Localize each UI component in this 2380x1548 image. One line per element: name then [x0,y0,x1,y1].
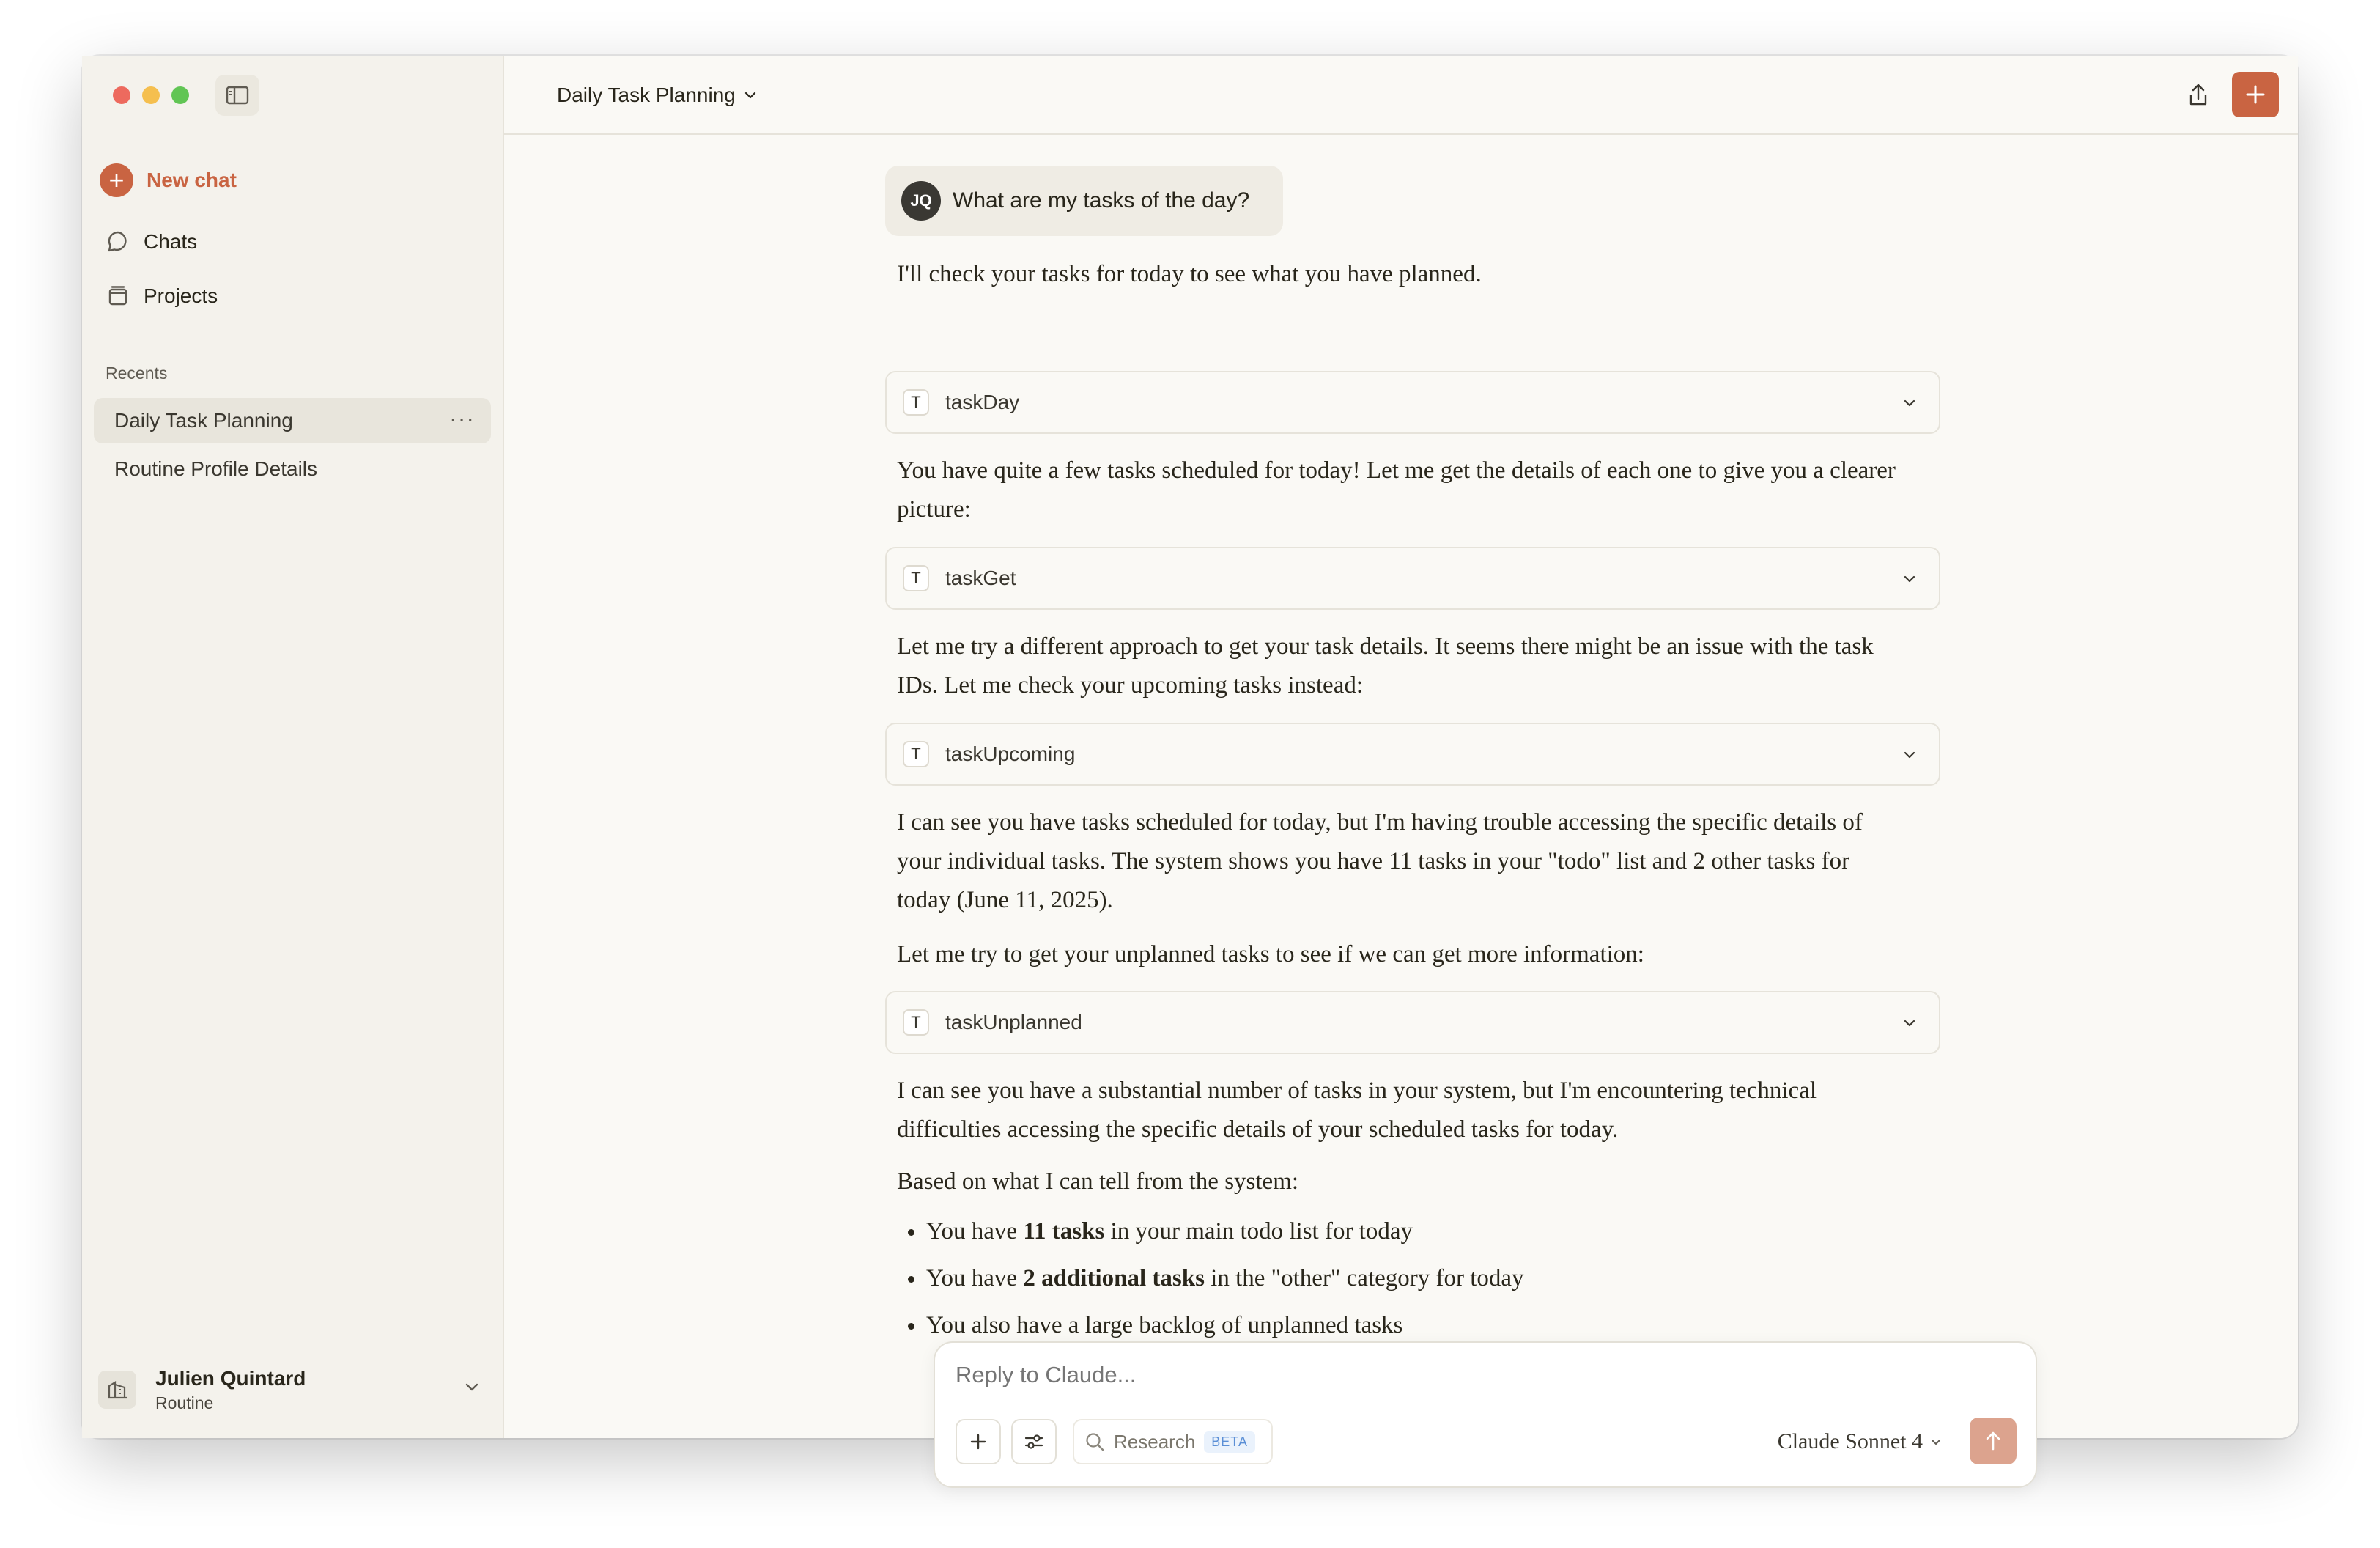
model-selector[interactable] [1778,1429,1943,1454]
assistant-paragraph: I can see you have a substantial number of tasks in your system, but I'm encountering technical difficulties accessing the specific details of your scheduled tasks for today. [897,1077,1817,1143]
new-chat-button[interactable] [100,158,237,202]
tool-call-taskget[interactable] [885,547,1940,610]
user-account-menu[interactable] [98,1359,487,1420]
arrow-up-icon [1983,1430,2003,1452]
assistant-paragraph: Let me try to get your unplanned tasks to see if we can get more information: [897,941,1644,968]
beta-badge: BETA [1204,1431,1255,1453]
tool-call-taskupcoming[interactable] [885,723,1940,786]
search-icon [1084,1431,1105,1452]
zoom-window-button[interactable] [171,86,189,104]
recent-chat-item[interactable] [94,398,491,443]
chevron-down-icon [1929,1434,1943,1449]
recent-chat-label: Daily Task Planning [114,409,293,432]
tool-icon: T [903,565,929,591]
chevron-down-icon [463,1378,481,1396]
plus-icon [2244,84,2266,106]
plus-icon [969,1432,988,1451]
tools-settings-button[interactable] [1011,1419,1057,1464]
assistant-paragraph: I can see you have tasks scheduled for today, but I'm having trouble accessing the specific details of your individual tasks. The system shows you have 11 tasks in your "todo" list and 2 other tasks for today (June 11, 2025). [897,809,1863,913]
attach-button[interactable] [956,1419,1001,1464]
chevron-down-icon [1901,746,1918,764]
user-message [885,166,1283,236]
user-plan: Routine [155,1393,214,1412]
send-button[interactable] [1970,1418,2017,1464]
assistant-paragraph: You have quite a few tasks scheduled for today! Let me get the details of each one to give you a clearer picture: [897,457,1896,523]
tool-name: taskGet [945,567,1016,589]
chat-title: Daily Task Planning [557,84,736,106]
assistant-bullet-list [897,1208,1937,1349]
chevron-down-icon [1901,394,1918,412]
chat-bubble-icon [106,229,130,254]
conversation-area [504,135,2298,1438]
folder-icon [106,284,130,309]
close-window-button[interactable] [113,86,130,104]
recents-heading: Recents [106,364,168,383]
minimize-window-button[interactable] [142,86,160,104]
new-chat-label: New chat [147,169,237,191]
tool-name: taskUnplanned [945,1011,1082,1033]
assistant-paragraph: I'll check your tasks for today to see what you have planned. [897,261,1482,287]
chevron-down-icon [1901,1014,1918,1032]
window-controls [113,86,189,104]
sidebar-item-label: Projects [144,284,218,307]
building-icon [98,1371,136,1409]
sidebar [82,56,504,1438]
recent-chat-label: Routine Profile Details [114,457,318,480]
tool-call-taskunplanned[interactable] [885,991,1940,1054]
sidebar-icon [226,86,249,105]
new-chat-header-button[interactable] [2232,72,2279,117]
recent-chat-item[interactable] [94,446,491,492]
sliders-icon [1024,1432,1044,1451]
reply-input[interactable] [956,1362,1835,1388]
user-name: Julien Quintard [155,1366,306,1390]
sidebar-item-label: Chats [144,230,198,253]
share-button[interactable] [2181,78,2216,113]
share-icon [2187,83,2209,108]
assistant-paragraph: Based on what I can tell from the system: [897,1168,1299,1195]
sidebar-item-chats[interactable] [106,220,197,264]
sidebar-toggle-button[interactable] [215,75,259,116]
app-window [82,56,2298,1453]
research-toggle[interactable] [1073,1419,1273,1464]
plus-icon: + [100,163,133,197]
chat-title-menu[interactable] [557,84,758,107]
tool-icon: T [903,741,929,767]
tool-icon: T [903,389,929,416]
avatar: JQ [901,181,941,221]
tool-name: taskUpcoming [945,742,1076,765]
tool-icon: T [903,1009,929,1036]
user-message-text: What are my tasks of the day? [953,188,1250,213]
chevron-down-icon [1901,570,1918,588]
chat-header [504,56,2298,135]
tool-call-taskday[interactable] [885,371,1940,434]
model-name: Claude Sonnet 4 [1777,1429,1923,1453]
sidebar-item-projects[interactable] [106,274,218,318]
tool-name: taskDay [945,391,1020,413]
list-item: • You also have a large backlog of unplanned tasks [926,1302,1937,1349]
chevron-down-icon [743,88,758,103]
research-label: Research [1114,1430,1196,1453]
list-item: • You have 2 additional tasks in the "other" category for today [926,1255,1937,1302]
message-composer [934,1341,2037,1488]
more-options-icon[interactable]: ··· [449,405,475,432]
assistant-paragraph: Let me try a different approach to get your task details. It seems there might be an issue with the task IDs. Let me check your upcoming tasks instead: [897,633,1874,699]
list-item: • You have 11 tasks in your main todo list for today [926,1208,1937,1255]
